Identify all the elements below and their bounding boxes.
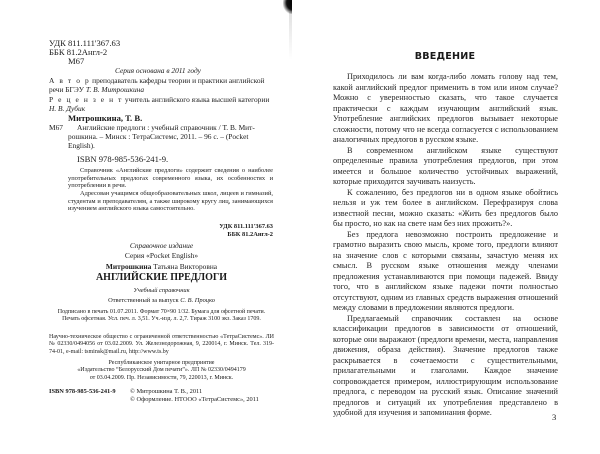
responsible-label: Ответственный за выпуск bbox=[108, 297, 179, 304]
author-full-name bbox=[49, 263, 274, 272]
book-title: АНГЛИЙСКИЕ ПРЕДЛОГИ bbox=[95, 272, 228, 283]
series-note: Серия основана в 2011 году bbox=[115, 66, 201, 75]
catalog-line-2: рошкина. – Минск : ТетраСистемс, 2011. – 96 с. – (Pocket bbox=[68, 132, 249, 141]
printer-line-2: «Издательство “Белорусский Дом печати”». ЛП № 02330/0494179 bbox=[77, 367, 246, 373]
series-name: Серия «Pocket English» bbox=[124, 251, 199, 260]
author-role: преподаватель кафедры теории и практики английской речи БГЭУ bbox=[49, 76, 265, 94]
intro-body bbox=[333, 72, 558, 419]
reviewer-name: Н. В. Дубик bbox=[49, 103, 86, 113]
intro-paragraph-2: В современном английском языке существуют определенные правила употребления предлогов, при этом имеется и большое количество устойчивых выражений, которые приходится заучивать наизусть. bbox=[333, 145, 558, 186]
intro-paragraph-1: Приходилось ли вам когда-либо ломать голову над тем, какой английский предлог применить в том или ином случае? Можно с уверенностью сказать, что такое случается практически с каждым изучающим английский язык. Употребление английских предлогов вызывает некоторые сложности, потому что не всегда согласуется с использованием аналогичных предлогов в русском языке. bbox=[333, 72, 558, 144]
intro-paragraph-3: К сожалению, без предлогов ни в одном языке обойтись нельзя и уж тем более в английском. Перефразируя слова известной песни, можно сказать: «Жить без предлогов было бы просто, но как на свете нам без них прожить?». bbox=[333, 187, 558, 228]
bbk-code-repeat: ББК 81.2Англ-2 bbox=[227, 231, 273, 238]
author-given-names: Татьяна Викторовна bbox=[153, 262, 218, 271]
copyright-author: © Митрошкина Т. В., 2011 bbox=[130, 388, 203, 395]
udk-code: УДК 811.111'367.63 bbox=[49, 38, 121, 48]
reviewer-credit bbox=[49, 96, 274, 113]
author-surname: Митрошкина bbox=[105, 262, 152, 271]
copyright-design: © Оформление. НТООО «ТетраСистемс», 2011 bbox=[130, 396, 259, 403]
print-info: Подписано в печать 01.07.2011. Формат 70×90 1/32. Бумага для офсетной печати. Печать офсетная. Усл. печ. л. 3,51. Уч.-изд. л. 2,7. Тираж 3100 экз. Заказ 1709. bbox=[57, 309, 266, 323]
responsible-editor bbox=[49, 297, 274, 305]
catalog-line-3: English). bbox=[68, 141, 95, 150]
reviewer-label: Р е ц е н з е н т bbox=[49, 95, 123, 104]
page-number: 3 bbox=[552, 412, 557, 422]
abstract-paragraph-1: Справочник «Английские предлоги» содержит сведения о наиболее употребительных предлогах современного языка, их особенностях и употреблении в речи. bbox=[68, 167, 273, 190]
catalog-line-1: Английские предлоги : учебный справочник / Т. В. Мит- bbox=[77, 123, 255, 132]
author-mark: М67 bbox=[68, 56, 85, 66]
printer-line-1: Республиканское унитарное предприятие bbox=[108, 360, 215, 366]
author-credit bbox=[49, 77, 274, 94]
footer-isbn: ISBN 978-985-536-241-9 bbox=[49, 388, 116, 395]
intro-paragraph-4: Без предлога невозможно построить предложение и грамотно выразить свою мысль, кроме того, предлоги влияют на значение слов с которыми связаны, зачастую меняя их смысл. В русском языке отношения между членами предложения устанавливаются при помощи падежей. Ввиду того, что в английском языке падежи почти полностью отсутствуют, одним из главных средств выражения отношений между словами в предложении являются предлоги. bbox=[333, 229, 558, 312]
intro-heading: ВВЕДЕНИЕ bbox=[414, 51, 476, 62]
catalog-isbn: ISBN 978-985-536-241-9. bbox=[77, 154, 169, 164]
responsible-name: С. В. Процко bbox=[180, 297, 215, 304]
author-name: Т. В. Митрошкина bbox=[85, 84, 145, 94]
catalog-heading: Митрошкина, Т. В. bbox=[68, 113, 143, 123]
author-label: А в т о р bbox=[49, 76, 91, 85]
reviewer-role: учитель английского языка высшей категории bbox=[124, 95, 270, 104]
bbk-code: ББК 81.2Англ-2 bbox=[49, 47, 108, 57]
abstract-paragraph-2: Адресован учащимся общеобразовательных школ, лицеев и гимназий, студентам и преподавателям, а также широкому кругу лиц, занимающихся изучением английского языка самостоятельно. bbox=[68, 190, 273, 213]
publisher-info: Научно-техническое общество с ограниченной ответственностью «ТетраСистемс». ЛИ № 02330/0494056 от 03.02.2009. Ул. Железнодорожная, 9, 220014, г. Минск. Тел. 319-74-01, e-mail: tsminsk@mail.ru, http://www.ts.by bbox=[49, 334, 274, 355]
intro-paragraph-5: Предлагаемый справочник составлен на основе классификации предлогов в зависимости от отношений, которые они выражают (предлоги времени, места, направления движения, образа действия). Значение предлогов также раскрывается в сочетаемости с существительными, прилагательными и глаголами. Каждое значение сопровождается примером, иллюстрирующим использование предлога, с переводом на русский язык. Описание значений предлогов и ситуаций их употребления представлено в удобной для изучения и запоминания форме. bbox=[333, 313, 558, 417]
book-subtitle: Учебный справочник bbox=[133, 287, 190, 294]
printer-line-3: от 03.04.2009. Пр. Независимости, 79, 220013, г. Минск. bbox=[89, 375, 234, 381]
catalog-mark: М67 bbox=[49, 123, 63, 132]
edition-type: Справочное издание bbox=[129, 241, 194, 250]
left-page-copyright bbox=[0, 0, 292, 454]
udk-code-repeat: УДК 811.111'367.63 bbox=[219, 223, 273, 230]
